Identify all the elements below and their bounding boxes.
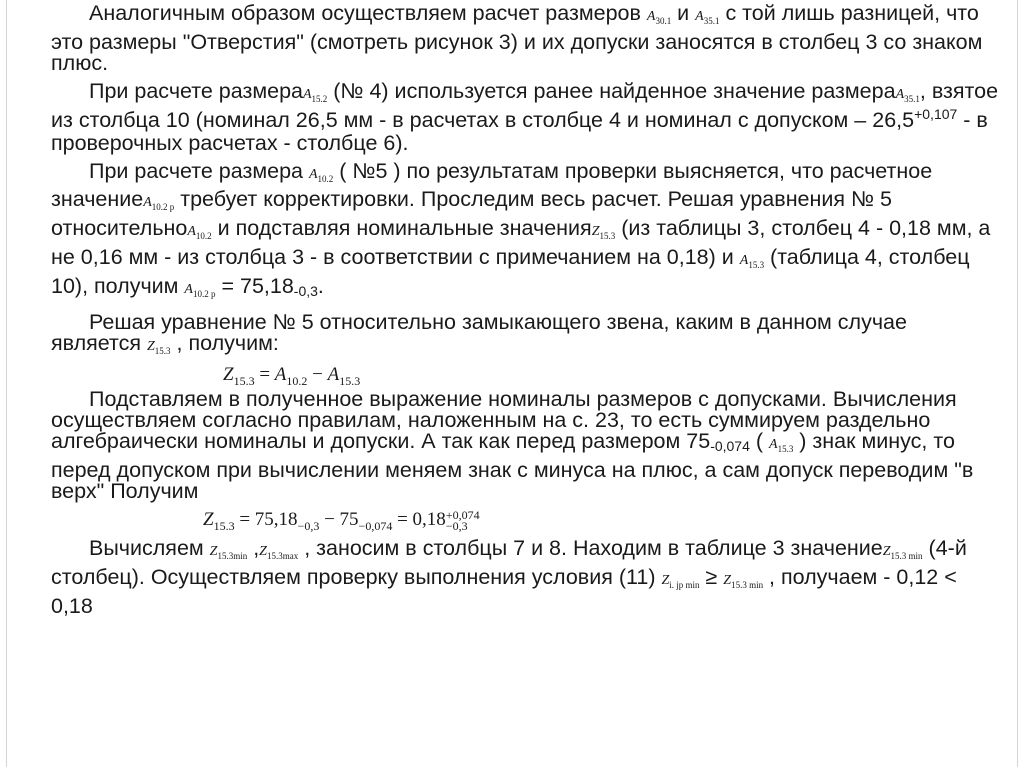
math-a301: $A_{30.1}$ [646, 9, 672, 26]
text: . [317, 273, 324, 298]
paragraph-2 [51, 78, 1001, 155]
math-a102p: $A_{10.2 p}$ [184, 281, 216, 299]
math-a102: $A_{10.2}$ [308, 166, 334, 184]
tolerance-sub: -0,3 [293, 282, 318, 299]
math-a351: $A_{35.1}$ [695, 9, 720, 26]
text: Аналогичным образом осуществляем расчет размеров [89, 1, 647, 25]
formula-z153: $Z_{15.3} = A_{10.2} - A_{15.3}$ [223, 364, 361, 389]
text-body [51, 0, 1001, 617]
text: , получаем - 0,12 [763, 564, 945, 589]
math-a152: $A_{15.2}$ [302, 86, 328, 104]
text: Решая уравнение № 5 относительно замыкающего звена, каким в данном случае является [51, 309, 907, 355]
tolerance-sup: +0,107 [914, 105, 958, 122]
paragraph-1 [51, 3, 1001, 74]
text: 0,18 [51, 593, 93, 618]
math-zijpmin: $Z_{i. jp min}$ [661, 572, 700, 590]
text: = 75,18 [215, 273, 294, 298]
formula-z153-calc: $Z_{15.3} = 75,18_{-0,3} - 75_{-0,074} = 0,18$ +0,074 −0,3 [203, 507, 480, 533]
math-a102: $A_{10.2}$ [187, 224, 212, 241]
math-a351: $A_{35.1}$ [895, 86, 920, 104]
text: ) знак минус, то перед допуском при вычислении меняем знак с минуса на плюс, а сам допуск переводим "в верх" Получим [51, 429, 974, 504]
text: (таблица 4, столбец 10), получим [51, 244, 970, 298]
text: , получим: [170, 330, 279, 355]
text: и [671, 1, 696, 25]
text: (4-й столбец). Осуществляем проверку выполнения условия (11) [51, 536, 967, 589]
text: (из таблицы 3, столбец 4 - 0,18 мм, а не 0,16 мм - из столбца 3 - в соответствии с примечанием на 0,18) и [51, 216, 991, 269]
paragraph-3 [51, 158, 1001, 305]
text: При расчете размера [89, 158, 309, 183]
text: - в проверочных расчетах - столбце 6). [51, 107, 988, 155]
slide-page [6, 0, 1018, 767]
math-z153min: $Z_{15.3 min}$ [882, 544, 923, 561]
math-a102p: $A_{10.2 p}$ [143, 195, 175, 213]
paragraph-4 [51, 309, 1001, 362]
math-z153max: $Z_{15.3max}$ [259, 544, 299, 561]
math-a153: $A_{15.3}$ [769, 437, 794, 455]
math-z153: $Z_{15.3}$ [591, 224, 616, 241]
text: ( №5 ) по результатам проверки выясняется, что расчетное значение [51, 158, 933, 212]
ge-sign: ≥ [699, 564, 724, 589]
text: При расчете размера [89, 78, 303, 103]
text: , взятое из столбца 10 (номинал 26,5 мм - в расчетах в столбце 4 и номинал с допуском – 26,5 [51, 78, 999, 132]
text: ( [749, 429, 769, 454]
text: , [247, 536, 260, 561]
text: и подставляя номинальные значения [211, 216, 592, 241]
math-a153: $A_{15.3}$ [739, 252, 765, 270]
lt-sign: < [944, 564, 957, 589]
math-z153: $Z_{15.3}$ [146, 338, 171, 356]
text: с той лишь разницей, что это размеры "Отверстия" (смотреть рисунок 3) и их допуски заносятся в столбец 3 со знаком плюс. [51, 1, 983, 75]
text: (№ 4) используется ранее найденное значение размера [327, 78, 896, 103]
paragraph-5 [51, 389, 1001, 502]
text: Вычисляем [89, 536, 210, 561]
math-z153min: $Z_{15.3min}$ [209, 544, 248, 561]
text: , заносим в столбцы 7 и 8. Находим в таблице 3 значение [298, 536, 883, 561]
text: Подставляем в полученное выражение номиналы размеров с допусками. Вычисления осуществляем согласно правилам, наложенным на с. 23, то есть суммируем раздельно алгебраически номиналы и допуски. А так как перед размером 75 [51, 387, 957, 454]
math-z153min: $Z_{15.3 min}$ [723, 572, 764, 590]
paragraph-6 [51, 538, 1001, 617]
tolerance-sub: -0,074 [710, 438, 750, 455]
text: требует корректировки. Проследим весь расчет. Решая уравнения № 5 относительно [51, 187, 893, 241]
